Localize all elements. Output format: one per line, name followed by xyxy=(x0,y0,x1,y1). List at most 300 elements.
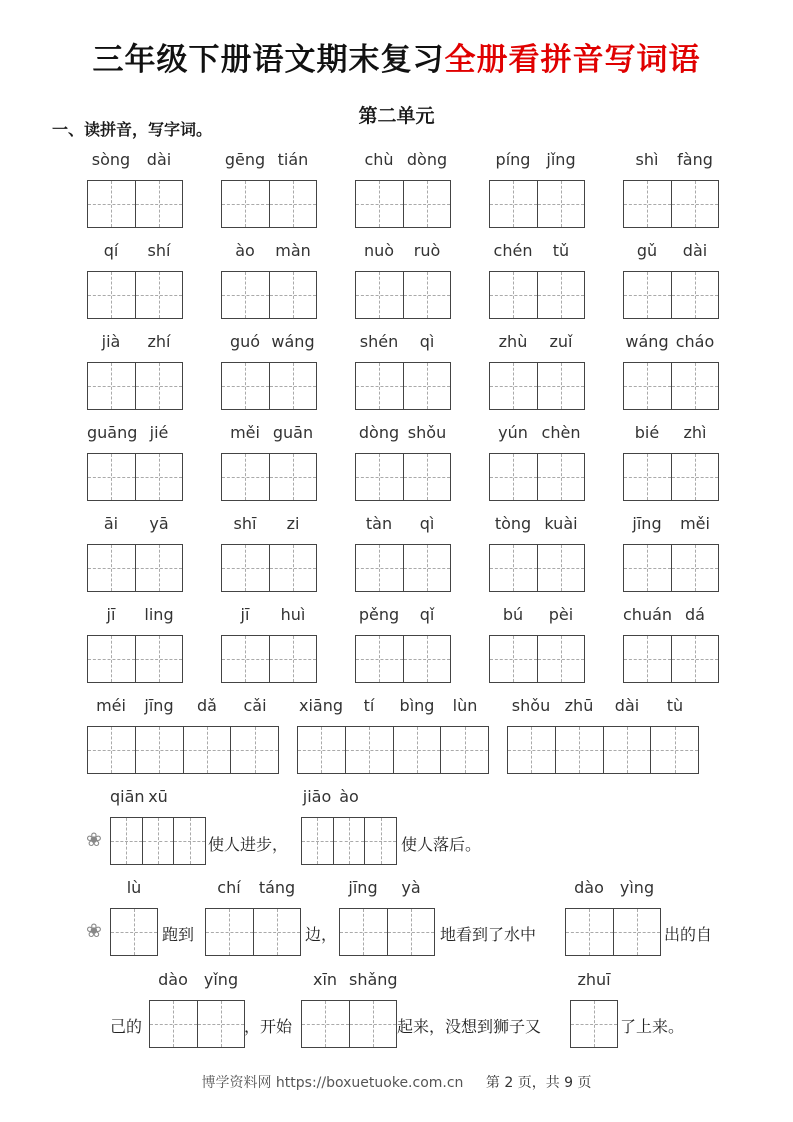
blank-qianxu xyxy=(110,787,206,865)
pinyin-syllable: zhū xyxy=(564,696,594,715)
writing-grid[interactable] xyxy=(221,180,317,228)
pinyin xyxy=(221,332,317,358)
pinyin xyxy=(221,514,317,540)
pinyin-syllable: shí xyxy=(147,241,171,260)
writing-cell[interactable] xyxy=(184,727,232,773)
writing-cell[interactable] xyxy=(404,181,451,227)
pinyin-syllable: shì xyxy=(635,150,659,169)
pinyin xyxy=(355,514,451,540)
pinyin-syllable: yà xyxy=(401,878,421,897)
word-item xyxy=(623,423,719,501)
writing-cell[interactable] xyxy=(508,727,556,773)
writing-cell[interactable] xyxy=(222,545,270,591)
pinyin xyxy=(623,150,719,176)
writing-cell[interactable] xyxy=(538,454,585,500)
writing-grid[interactable] xyxy=(87,453,183,501)
unit-heading: 第二单元 xyxy=(358,105,435,127)
pinyin xyxy=(87,241,183,267)
pinyin-syllable xyxy=(365,787,397,813)
word-item xyxy=(355,150,451,228)
page-footer xyxy=(0,1072,793,1092)
pinyin xyxy=(149,970,245,996)
pinyin-syllable: zuǐ xyxy=(549,332,573,351)
pinyin-syllable: yǐng xyxy=(203,970,239,989)
writing-cell[interactable] xyxy=(302,818,334,864)
word-item xyxy=(489,605,585,683)
pinyin-syllable: dào xyxy=(158,970,188,989)
pinyin-syllable: lù xyxy=(126,878,142,897)
writing-cell[interactable] xyxy=(270,272,317,318)
writing-cell[interactable] xyxy=(404,272,451,318)
writing-cell[interactable] xyxy=(143,818,175,864)
writing-cell[interactable] xyxy=(136,454,183,500)
pinyin-syllable: dòng xyxy=(358,423,400,442)
writing-cell[interactable] xyxy=(222,454,270,500)
writing-cell[interactable] xyxy=(672,181,719,227)
pinyin-syllable: tòng xyxy=(494,514,532,533)
idiom-item xyxy=(297,696,489,774)
blank-jiaoao xyxy=(301,787,397,865)
writing-cell[interactable] xyxy=(538,636,585,682)
writing-cell[interactable] xyxy=(150,1001,198,1047)
pinyin-syllable: dá xyxy=(685,605,705,624)
word-item xyxy=(623,605,719,683)
pinyin-syllable: zhí xyxy=(147,332,171,351)
writing-cell[interactable] xyxy=(350,1001,397,1047)
writing-cell[interactable] xyxy=(356,363,404,409)
pinyin-syllable: gēng xyxy=(224,150,266,169)
pinyin xyxy=(221,423,317,449)
writing-cell[interactable] xyxy=(672,545,719,591)
pinyin xyxy=(221,241,317,267)
writing-cell[interactable] xyxy=(624,454,672,500)
writing-cell[interactable] xyxy=(88,727,136,773)
pinyin xyxy=(623,423,719,449)
footer-page-number: 第 2 页，共 9 页 xyxy=(485,1075,592,1091)
pinyin xyxy=(301,787,397,813)
writing-cell[interactable] xyxy=(88,363,136,409)
writing-cell[interactable] xyxy=(88,545,136,591)
pinyin-syllable: gǔ xyxy=(636,241,658,260)
pinyin xyxy=(87,605,183,631)
pinyin-syllable: zhuī xyxy=(577,970,611,989)
writing-grid[interactable] xyxy=(355,271,451,319)
pinyin-syllable: guān xyxy=(272,423,314,442)
writing-grid[interactable] xyxy=(355,453,451,501)
writing-cell[interactable] xyxy=(624,636,672,682)
pinyin-syllable: táng xyxy=(258,878,296,897)
writing-grid[interactable] xyxy=(623,544,719,592)
writing-cell[interactable] xyxy=(356,454,404,500)
writing-cell[interactable] xyxy=(404,545,451,591)
writing-grid[interactable] xyxy=(570,1000,618,1048)
pinyin-syllable: chén xyxy=(493,241,533,260)
pinyin-syllable: qiān xyxy=(110,787,145,806)
writing-grid[interactable] xyxy=(205,908,301,956)
pinyin-syllable: měi xyxy=(680,514,710,533)
writing-cell[interactable] xyxy=(672,454,719,500)
writing-cell[interactable] xyxy=(270,181,317,227)
sentence-3-part-1: 己的 xyxy=(110,1017,143,1036)
writing-grid[interactable] xyxy=(87,362,183,410)
writing-cell[interactable] xyxy=(624,181,672,227)
blank-zhui xyxy=(570,970,618,1048)
writing-cell[interactable] xyxy=(136,545,183,591)
sentence-1-part-1: 使人进步， xyxy=(208,835,289,854)
pinyin-syllable: tǔ xyxy=(552,241,570,260)
pinyin xyxy=(623,241,719,267)
sentence-3-part-4: 了上来。 xyxy=(620,1017,685,1036)
pinyin-syllable: jīng xyxy=(348,878,378,897)
pinyin-syllable: zhù xyxy=(498,332,528,351)
writing-grid[interactable] xyxy=(355,180,451,228)
idiom-item xyxy=(87,696,279,774)
blank-jingya xyxy=(339,878,435,956)
writing-grid[interactable] xyxy=(221,362,317,410)
writing-cell[interactable] xyxy=(136,181,183,227)
word-item xyxy=(623,150,719,228)
pinyin-syllable: zi xyxy=(286,514,300,533)
pinyin-syllable: wáng xyxy=(625,332,669,351)
writing-grid[interactable] xyxy=(149,1000,245,1048)
pinyin-syllable: jīng xyxy=(632,514,662,533)
idiom-item xyxy=(507,696,699,774)
pinyin-syllable: tí xyxy=(363,696,375,715)
pinyin-syllable: shī xyxy=(233,514,257,533)
word-item xyxy=(489,423,585,501)
writing-cell[interactable] xyxy=(231,727,278,773)
pinyin xyxy=(570,970,618,996)
pinyin xyxy=(623,514,719,540)
writing-cell[interactable] xyxy=(624,363,672,409)
pinyin-syllable: dài xyxy=(146,150,172,169)
writing-cell[interactable] xyxy=(340,909,388,955)
writing-grid[interactable] xyxy=(221,271,317,319)
writing-grid[interactable] xyxy=(489,180,585,228)
writing-grid[interactable] xyxy=(297,726,489,774)
pinyin-syllable: qì xyxy=(419,514,435,533)
pinyin-syllable: qǐ xyxy=(419,605,435,624)
writing-cell[interactable] xyxy=(88,454,136,500)
pinyin-syllable: zhì xyxy=(683,423,707,442)
pinyin-syllable: qí xyxy=(103,241,119,260)
writing-cell[interactable] xyxy=(556,727,604,773)
pinyin-syllable: bié xyxy=(634,423,660,442)
word-item xyxy=(87,150,183,228)
writing-cell[interactable] xyxy=(222,181,270,227)
pinyin-syllable: shén xyxy=(359,332,399,351)
pinyin-syllable: xīn xyxy=(312,970,338,989)
pinyin xyxy=(489,423,585,449)
pinyin-syllable: chù xyxy=(364,150,394,169)
writing-cell[interactable] xyxy=(538,545,585,591)
pinyin xyxy=(565,878,661,904)
pinyin xyxy=(87,696,279,722)
pinyin xyxy=(110,878,158,904)
word-item xyxy=(221,241,317,319)
pinyin xyxy=(87,332,183,358)
footer-site: 博学资料网 https://boxuetuoke.com.cn xyxy=(201,1075,464,1091)
word-item xyxy=(221,605,317,683)
pinyin-syllable: píng xyxy=(495,150,531,169)
writing-grid[interactable] xyxy=(489,453,585,501)
pinyin-syllable: xū xyxy=(148,787,168,806)
pinyin-syllable: yìng xyxy=(619,878,655,897)
pinyin xyxy=(221,150,317,176)
pinyin-syllable: tù xyxy=(666,696,684,715)
word-item xyxy=(623,241,719,319)
writing-grid[interactable] xyxy=(489,271,585,319)
writing-cell[interactable] xyxy=(270,545,317,591)
title-part-topic: 全册看拼音写词语 xyxy=(444,42,701,78)
writing-cell[interactable] xyxy=(490,272,538,318)
pinyin xyxy=(87,423,183,449)
pinyin xyxy=(87,514,183,540)
word-item xyxy=(221,423,317,501)
writing-grid[interactable] xyxy=(623,271,719,319)
pinyin-syllable: yā xyxy=(149,514,169,533)
pinyin xyxy=(507,696,699,722)
pinyin-syllable: dào xyxy=(574,878,604,897)
writing-cell[interactable] xyxy=(490,454,538,500)
writing-cell[interactable] xyxy=(222,363,270,409)
writing-cell[interactable] xyxy=(270,636,317,682)
writing-grid[interactable] xyxy=(623,453,719,501)
pinyin-syllable: jià xyxy=(101,332,121,351)
pinyin-syllable: chuán xyxy=(623,605,673,624)
writing-cell[interactable] xyxy=(365,818,396,864)
sentence-1-part-2: 使人落后。 xyxy=(401,835,482,854)
pinyin-syllable: xiāng xyxy=(298,696,343,715)
sentence-2-part-4: 出的自 xyxy=(664,925,713,944)
pinyin xyxy=(301,970,397,996)
writing-grid[interactable] xyxy=(87,271,183,319)
writing-cell[interactable] xyxy=(136,272,183,318)
word-item xyxy=(87,423,183,501)
pinyin-syllable: dǎ xyxy=(197,696,217,715)
writing-cell[interactable] xyxy=(198,1001,245,1047)
writing-cell[interactable] xyxy=(490,636,538,682)
pinyin-syllable: huì xyxy=(280,605,306,624)
blank-daoying2 xyxy=(149,970,245,1048)
writing-grid[interactable] xyxy=(489,544,585,592)
writing-cell[interactable] xyxy=(672,636,719,682)
writing-cell[interactable] xyxy=(490,363,538,409)
writing-grid[interactable] xyxy=(110,817,206,865)
pinyin-syllable: jié xyxy=(149,423,169,442)
pinyin xyxy=(355,150,451,176)
title-part-grade: 三年级下册语文期末复习 xyxy=(92,42,445,78)
pinyin-syllable: màn xyxy=(275,241,311,260)
blank-lu xyxy=(110,878,158,956)
word-item xyxy=(221,332,317,410)
writing-cell[interactable] xyxy=(88,636,136,682)
writing-grid[interactable] xyxy=(507,726,699,774)
writing-grid[interactable] xyxy=(87,544,183,592)
pinyin-syllable: jī xyxy=(106,605,116,624)
writing-grid[interactable] xyxy=(87,726,279,774)
pinyin-syllable: ào xyxy=(339,787,359,806)
writing-grid[interactable] xyxy=(623,180,719,228)
pinyin-syllable: dòng xyxy=(406,150,448,169)
writing-cell[interactable] xyxy=(136,727,184,773)
writing-grid[interactable] xyxy=(301,817,397,865)
writing-grid[interactable] xyxy=(489,362,585,410)
writing-cell[interactable] xyxy=(270,454,317,500)
word-item xyxy=(87,332,183,410)
writing-grid[interactable] xyxy=(355,544,451,592)
writing-grid[interactable] xyxy=(565,908,661,956)
writing-cell[interactable] xyxy=(222,636,270,682)
writing-cell[interactable] xyxy=(404,363,451,409)
pinyin-syllable: pěng xyxy=(358,605,400,624)
writing-cell[interactable] xyxy=(441,727,488,773)
page-title xyxy=(0,34,793,79)
word-item xyxy=(355,514,451,592)
sentence-2-part-2: 边， xyxy=(305,925,338,944)
writing-cell[interactable] xyxy=(356,181,404,227)
writing-cell[interactable] xyxy=(672,363,719,409)
writing-cell[interactable] xyxy=(490,181,538,227)
word-item xyxy=(87,514,183,592)
writing-cell[interactable] xyxy=(624,545,672,591)
writing-cell[interactable] xyxy=(672,272,719,318)
writing-cell[interactable] xyxy=(88,272,136,318)
writing-cell[interactable] xyxy=(538,363,585,409)
writing-cell[interactable] xyxy=(490,545,538,591)
pinyin-syllable: tián xyxy=(277,150,309,169)
pinyin xyxy=(355,332,451,358)
pinyin-syllable: jiāo xyxy=(302,787,332,806)
pinyin-syllable: bìng xyxy=(399,696,435,715)
writing-cell[interactable] xyxy=(302,1001,350,1047)
writing-cell[interactable] xyxy=(566,909,614,955)
writing-grid[interactable] xyxy=(355,635,451,683)
writing-cell[interactable] xyxy=(206,909,254,955)
pinyin xyxy=(489,241,585,267)
word-item xyxy=(623,332,719,410)
pinyin-syllable: guāng xyxy=(87,423,138,442)
pinyin xyxy=(623,605,719,631)
pinyin-syllable: jīng xyxy=(144,696,174,715)
word-item xyxy=(489,514,585,592)
pinyin-syllable: tàn xyxy=(365,514,393,533)
writing-cell[interactable] xyxy=(404,636,451,682)
pinyin-syllable: cháo xyxy=(675,332,715,351)
writing-cell[interactable] xyxy=(404,454,451,500)
pinyin xyxy=(87,150,183,176)
word-item xyxy=(87,605,183,683)
writing-grid[interactable] xyxy=(623,362,719,410)
pinyin xyxy=(489,605,585,631)
writing-cell[interactable] xyxy=(356,272,404,318)
sentence-3-part-2: ，开始 xyxy=(244,1017,293,1036)
writing-grid[interactable] xyxy=(623,635,719,683)
writing-cell[interactable] xyxy=(604,727,652,773)
writing-cell[interactable] xyxy=(270,363,317,409)
pinyin xyxy=(355,423,451,449)
writing-grid[interactable] xyxy=(221,635,317,683)
pinyin-syllable: lùn xyxy=(452,696,478,715)
writing-grid[interactable] xyxy=(301,1000,397,1048)
writing-grid[interactable] xyxy=(87,180,183,228)
writing-cell[interactable] xyxy=(538,181,585,227)
writing-grid[interactable] xyxy=(87,635,183,683)
flower-icon: ❀ xyxy=(86,829,102,851)
writing-grid[interactable] xyxy=(221,544,317,592)
writing-cell[interactable] xyxy=(136,363,183,409)
writing-grid[interactable] xyxy=(221,453,317,501)
writing-cell[interactable] xyxy=(254,909,301,955)
writing-cell[interactable] xyxy=(614,909,661,955)
writing-cell[interactable] xyxy=(136,636,183,682)
pinyin-syllable: měi xyxy=(230,423,260,442)
word-item xyxy=(221,150,317,228)
pinyin-syllable: shǒu xyxy=(407,423,447,442)
word-item xyxy=(623,514,719,592)
sentence-2-part-1: 跑到 xyxy=(162,925,195,944)
word-item xyxy=(489,241,585,319)
pinyin-syllable: guó xyxy=(229,332,261,351)
word-item xyxy=(355,241,451,319)
word-item xyxy=(221,514,317,592)
writing-cell[interactable] xyxy=(222,272,270,318)
pinyin xyxy=(110,787,206,813)
writing-grid[interactable] xyxy=(110,908,158,956)
writing-cell[interactable] xyxy=(346,727,394,773)
writing-cell[interactable] xyxy=(388,909,435,955)
writing-grid[interactable] xyxy=(355,362,451,410)
writing-grid[interactable] xyxy=(489,635,585,683)
pinyin xyxy=(221,605,317,631)
writing-cell[interactable] xyxy=(111,818,143,864)
pinyin-syllable: shǒu xyxy=(511,696,551,715)
blank-daoying xyxy=(565,878,661,956)
blank-xinshang xyxy=(301,970,397,1048)
writing-cell[interactable] xyxy=(88,181,136,227)
writing-cell[interactable] xyxy=(174,818,205,864)
pinyin xyxy=(297,696,489,722)
pinyin-syllable: āi xyxy=(103,514,119,533)
pinyin-syllable xyxy=(174,787,206,813)
sentence-3-part-3: 起来，没想到狮子又 xyxy=(397,1017,542,1036)
writing-cell[interactable] xyxy=(298,727,346,773)
writing-cell[interactable] xyxy=(571,1001,617,1047)
writing-cell[interactable] xyxy=(624,272,672,318)
pinyin-syllable: kuài xyxy=(544,514,578,533)
writing-cell[interactable] xyxy=(111,909,157,955)
pinyin-syllable: sòng xyxy=(91,150,131,169)
pinyin-syllable: shǎng xyxy=(349,970,398,989)
writing-grid[interactable] xyxy=(339,908,435,956)
pinyin-syllable: jǐng xyxy=(546,150,576,169)
word-item xyxy=(87,241,183,319)
writing-cell[interactable] xyxy=(538,272,585,318)
writing-cell[interactable] xyxy=(651,727,698,773)
pinyin-syllable: jī xyxy=(240,605,250,624)
blank-chitang xyxy=(205,878,301,956)
pinyin xyxy=(489,150,585,176)
writing-cell[interactable] xyxy=(394,727,442,773)
pinyin xyxy=(355,605,451,631)
writing-cell[interactable] xyxy=(334,818,366,864)
flower-icon: ❀ xyxy=(86,920,102,942)
writing-cell[interactable] xyxy=(356,636,404,682)
writing-cell[interactable] xyxy=(356,545,404,591)
pinyin-syllable: méi xyxy=(96,696,126,715)
word-item xyxy=(489,150,585,228)
pinyin xyxy=(489,514,585,540)
